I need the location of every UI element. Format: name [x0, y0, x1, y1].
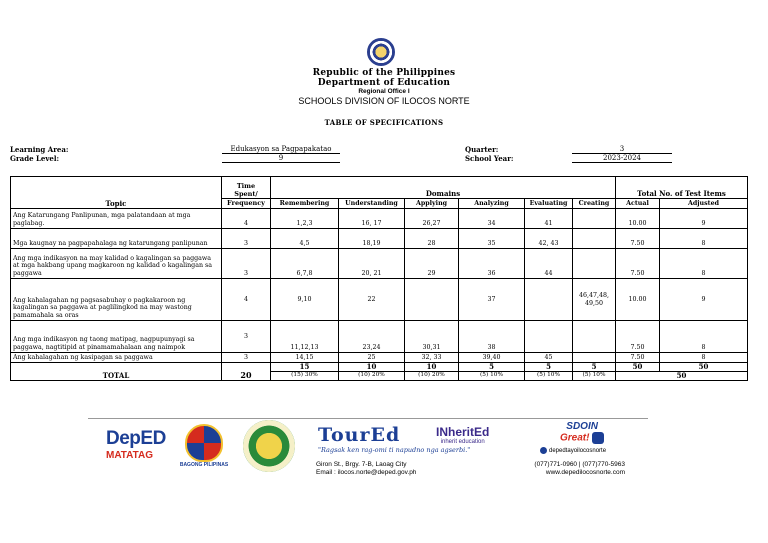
row-creating	[573, 209, 616, 229]
table-row	[11, 209, 748, 229]
percent-creating: (5) 10%	[573, 372, 616, 381]
row-analyzing: 35	[459, 229, 525, 249]
row-analyzing: 39,40	[459, 353, 525, 363]
row-topic: Ang mga indikasyon na may kalidad o kagalingan sa paggawa at mga hakbang upang magkaroon ng kalidad o kagalingan sa paggawa	[11, 249, 222, 279]
domain-creating: Creating	[573, 199, 616, 209]
deped-wordmark: DepED	[106, 428, 166, 449]
row-evaluating	[525, 321, 573, 353]
email-line: Email : ilocos.norte@deped.gov.ph	[316, 469, 417, 476]
row-adjusted: 8	[660, 229, 748, 249]
facebook-handle[interactable]	[540, 447, 606, 454]
school-year-label: School Year:	[465, 154, 514, 163]
table-row	[11, 229, 748, 249]
facebook-handle-text: depedtayoilocosnorte	[549, 448, 607, 455]
row-creating	[573, 229, 616, 249]
toured-wordmark: TourEd	[318, 424, 401, 446]
total-applying: 10	[405, 363, 459, 372]
quarter-label: Quarter:	[465, 145, 499, 154]
contact-block	[500, 461, 625, 477]
row-actual: 7.50	[616, 353, 660, 363]
total-label: TOTAL	[11, 363, 222, 381]
row-actual: 7.50	[616, 321, 660, 353]
row-evaluating: 45	[525, 353, 573, 363]
table-row	[11, 249, 748, 279]
row-understanding: 18,19	[339, 229, 405, 249]
row-analyzing: 34	[459, 209, 525, 229]
total-evaluating: 5	[525, 363, 573, 372]
adjusted-header: Adjusted	[660, 199, 748, 209]
row-topic: Ang mga indikasyon ng taong matipag, nagpupunyagi sa paggawa, nagtitipid at pinamamahalaan ang naimpok	[11, 321, 222, 353]
domain-analyzing: Analyzing	[459, 199, 525, 209]
row-frequency: 4	[222, 209, 271, 229]
row-evaluating: 41	[525, 209, 573, 229]
inherited-wordmark: INheritEd	[436, 425, 490, 439]
document-title: TABLE OF SPECIFICATIONS	[324, 118, 444, 127]
row-topic: Ang kahalagahan ng kasipagan sa paggawa	[11, 353, 222, 363]
grade-level-value: 9	[222, 154, 340, 163]
row-creating	[573, 353, 616, 363]
total-remembering: 15	[271, 363, 339, 372]
domain-understanding: Understanding	[339, 199, 405, 209]
percent-analyzing: (5) 10%	[459, 372, 525, 381]
bagong-pilipinas-logo	[176, 424, 232, 472]
row-creating	[573, 249, 616, 279]
bagong-pilipinas-label: BAGONG PILIPINAS	[179, 462, 229, 468]
percent-applying: (10) 20%	[405, 372, 459, 381]
total-adjusted: 50	[660, 363, 748, 372]
phone-line: (077)771-0960 | (077)770-5963	[534, 461, 625, 468]
domains-header: Domains	[271, 177, 616, 199]
row-applying	[405, 279, 459, 321]
row-understanding: 23,24	[339, 321, 405, 353]
row-remembering: 1,2,3	[271, 209, 339, 229]
table-row	[11, 321, 748, 353]
time-spent-header: Time Spent/	[222, 177, 271, 199]
total-frequency: 20	[222, 363, 271, 381]
row-frequency: 3	[222, 353, 271, 363]
bagong-pilipinas-emblem-icon	[185, 424, 223, 462]
row-adjusted: 9	[660, 209, 748, 229]
frequency-header: Frequency	[222, 199, 271, 209]
row-actual: 10.00	[616, 209, 660, 229]
department-line: Department of Education	[317, 78, 451, 88]
row-understanding: 25	[339, 353, 405, 363]
row-actual: 7.50	[616, 229, 660, 249]
row-topic: Ang kahalagahan ng pagsasabuhay o pagkakaroon ng kagalingan sa paggawa at paglilingkod na may wastong pamamahala sa oras	[11, 279, 222, 321]
total-row	[11, 363, 748, 372]
row-adjusted: 8	[660, 321, 748, 353]
region-line: Regional Office I	[358, 88, 410, 95]
row-adjusted: 9	[660, 279, 748, 321]
row-creating	[573, 321, 616, 353]
specifications-table	[10, 176, 748, 381]
total-actual: 50	[616, 363, 660, 372]
footer-divider	[88, 418, 648, 419]
row-actual: 7.50	[616, 249, 660, 279]
facebook-icon	[540, 447, 547, 454]
row-frequency: 3	[222, 249, 271, 279]
row-understanding: 22	[339, 279, 405, 321]
table-row	[11, 353, 748, 363]
topic-header: Topic	[11, 177, 222, 209]
row-remembering: 6,7,8	[271, 249, 339, 279]
total-creating: 5	[573, 363, 616, 372]
row-frequency: 3	[222, 229, 271, 249]
row-evaluating: 42, 43	[525, 229, 573, 249]
sdoin-great-logo	[560, 422, 604, 444]
domain-applying: Applying	[405, 199, 459, 209]
row-topic: Ang Katarungang Panlipunan, mga palatandaan at mga paglabag.	[11, 209, 222, 229]
row-analyzing: 37	[459, 279, 525, 321]
sdoin-wordmark: SDOIN	[566, 421, 598, 432]
grade-level-label: Grade Level:	[10, 154, 60, 163]
row-adjusted: 8	[660, 249, 748, 279]
total-analyzing: 5	[459, 363, 525, 372]
address-block	[316, 461, 416, 477]
row-remembering: 11,12,13	[271, 321, 339, 353]
row-applying: 28	[405, 229, 459, 249]
row-frequency: 3	[222, 321, 271, 353]
website-link[interactable]: www.depedilocosnorte.com	[545, 469, 625, 476]
great-wordmark: Great!	[560, 432, 590, 444]
total-understanding: 10	[339, 363, 405, 372]
row-applying: 30,31	[405, 321, 459, 353]
total-items-header: Total No. of Test Items	[616, 177, 748, 199]
division-line: SCHOOLS DIVISION OF ILOCOS NORTE	[298, 96, 470, 106]
percent-understanding: (10) 20%	[339, 372, 405, 381]
thumbs-up-icon	[592, 432, 604, 444]
percent-evaluating: (5) 10%	[525, 372, 573, 381]
row-understanding: 16, 17	[339, 209, 405, 229]
toured-tagline: "Ragsak ken rag-omi ti napudno nga agserbi."	[318, 446, 471, 454]
row-remembering: 4,5	[271, 229, 339, 249]
actual-header: Actual	[616, 199, 660, 209]
row-remembering: 14,15	[271, 353, 339, 363]
row-applying: 29	[405, 249, 459, 279]
domain-remembering: Remembering	[271, 199, 339, 209]
percent-remembering: (15) 30%	[271, 372, 339, 381]
republic-line: Republic of the Philippines	[312, 68, 456, 78]
table-row	[11, 279, 748, 321]
row-adjusted: 8	[660, 353, 748, 363]
school-year-value: 2023-2024	[572, 154, 672, 163]
learning-area-value: Edukasyon sa Pagpapakatao	[222, 145, 340, 154]
row-applying: 32, 33	[405, 353, 459, 363]
row-analyzing: 36	[459, 249, 525, 279]
row-understanding: 20, 21	[339, 249, 405, 279]
percent-total: 50	[616, 372, 748, 381]
row-frequency: 4	[222, 279, 271, 321]
deped-seal-icon	[367, 38, 395, 66]
address-line: Giron St., Brgy. 7-B, Laoag City	[316, 461, 407, 468]
row-analyzing: 38	[459, 321, 525, 353]
division-seal-icon	[243, 420, 295, 472]
row-actual: 10.00	[616, 279, 660, 321]
row-evaluating	[525, 279, 573, 321]
row-creating: 46,47,48, 49,50	[573, 279, 616, 321]
row-applying: 26,27	[405, 209, 459, 229]
row-topic: Mga kaugnay na pagpapahalaga ng katarungang panlipunan	[11, 229, 222, 249]
row-remembering: 9,10	[271, 279, 339, 321]
domain-evaluating: Evaluating	[525, 199, 573, 209]
deped-logo	[106, 428, 166, 466]
row-evaluating: 44	[525, 249, 573, 279]
learning-area-label: Learning Area:	[10, 145, 69, 154]
quarter-value: 3	[572, 145, 672, 154]
inherited-logo	[436, 425, 489, 445]
matatag-wordmark: MATATAG	[106, 450, 154, 461]
inherited-subtitle: inherit education	[440, 439, 485, 445]
